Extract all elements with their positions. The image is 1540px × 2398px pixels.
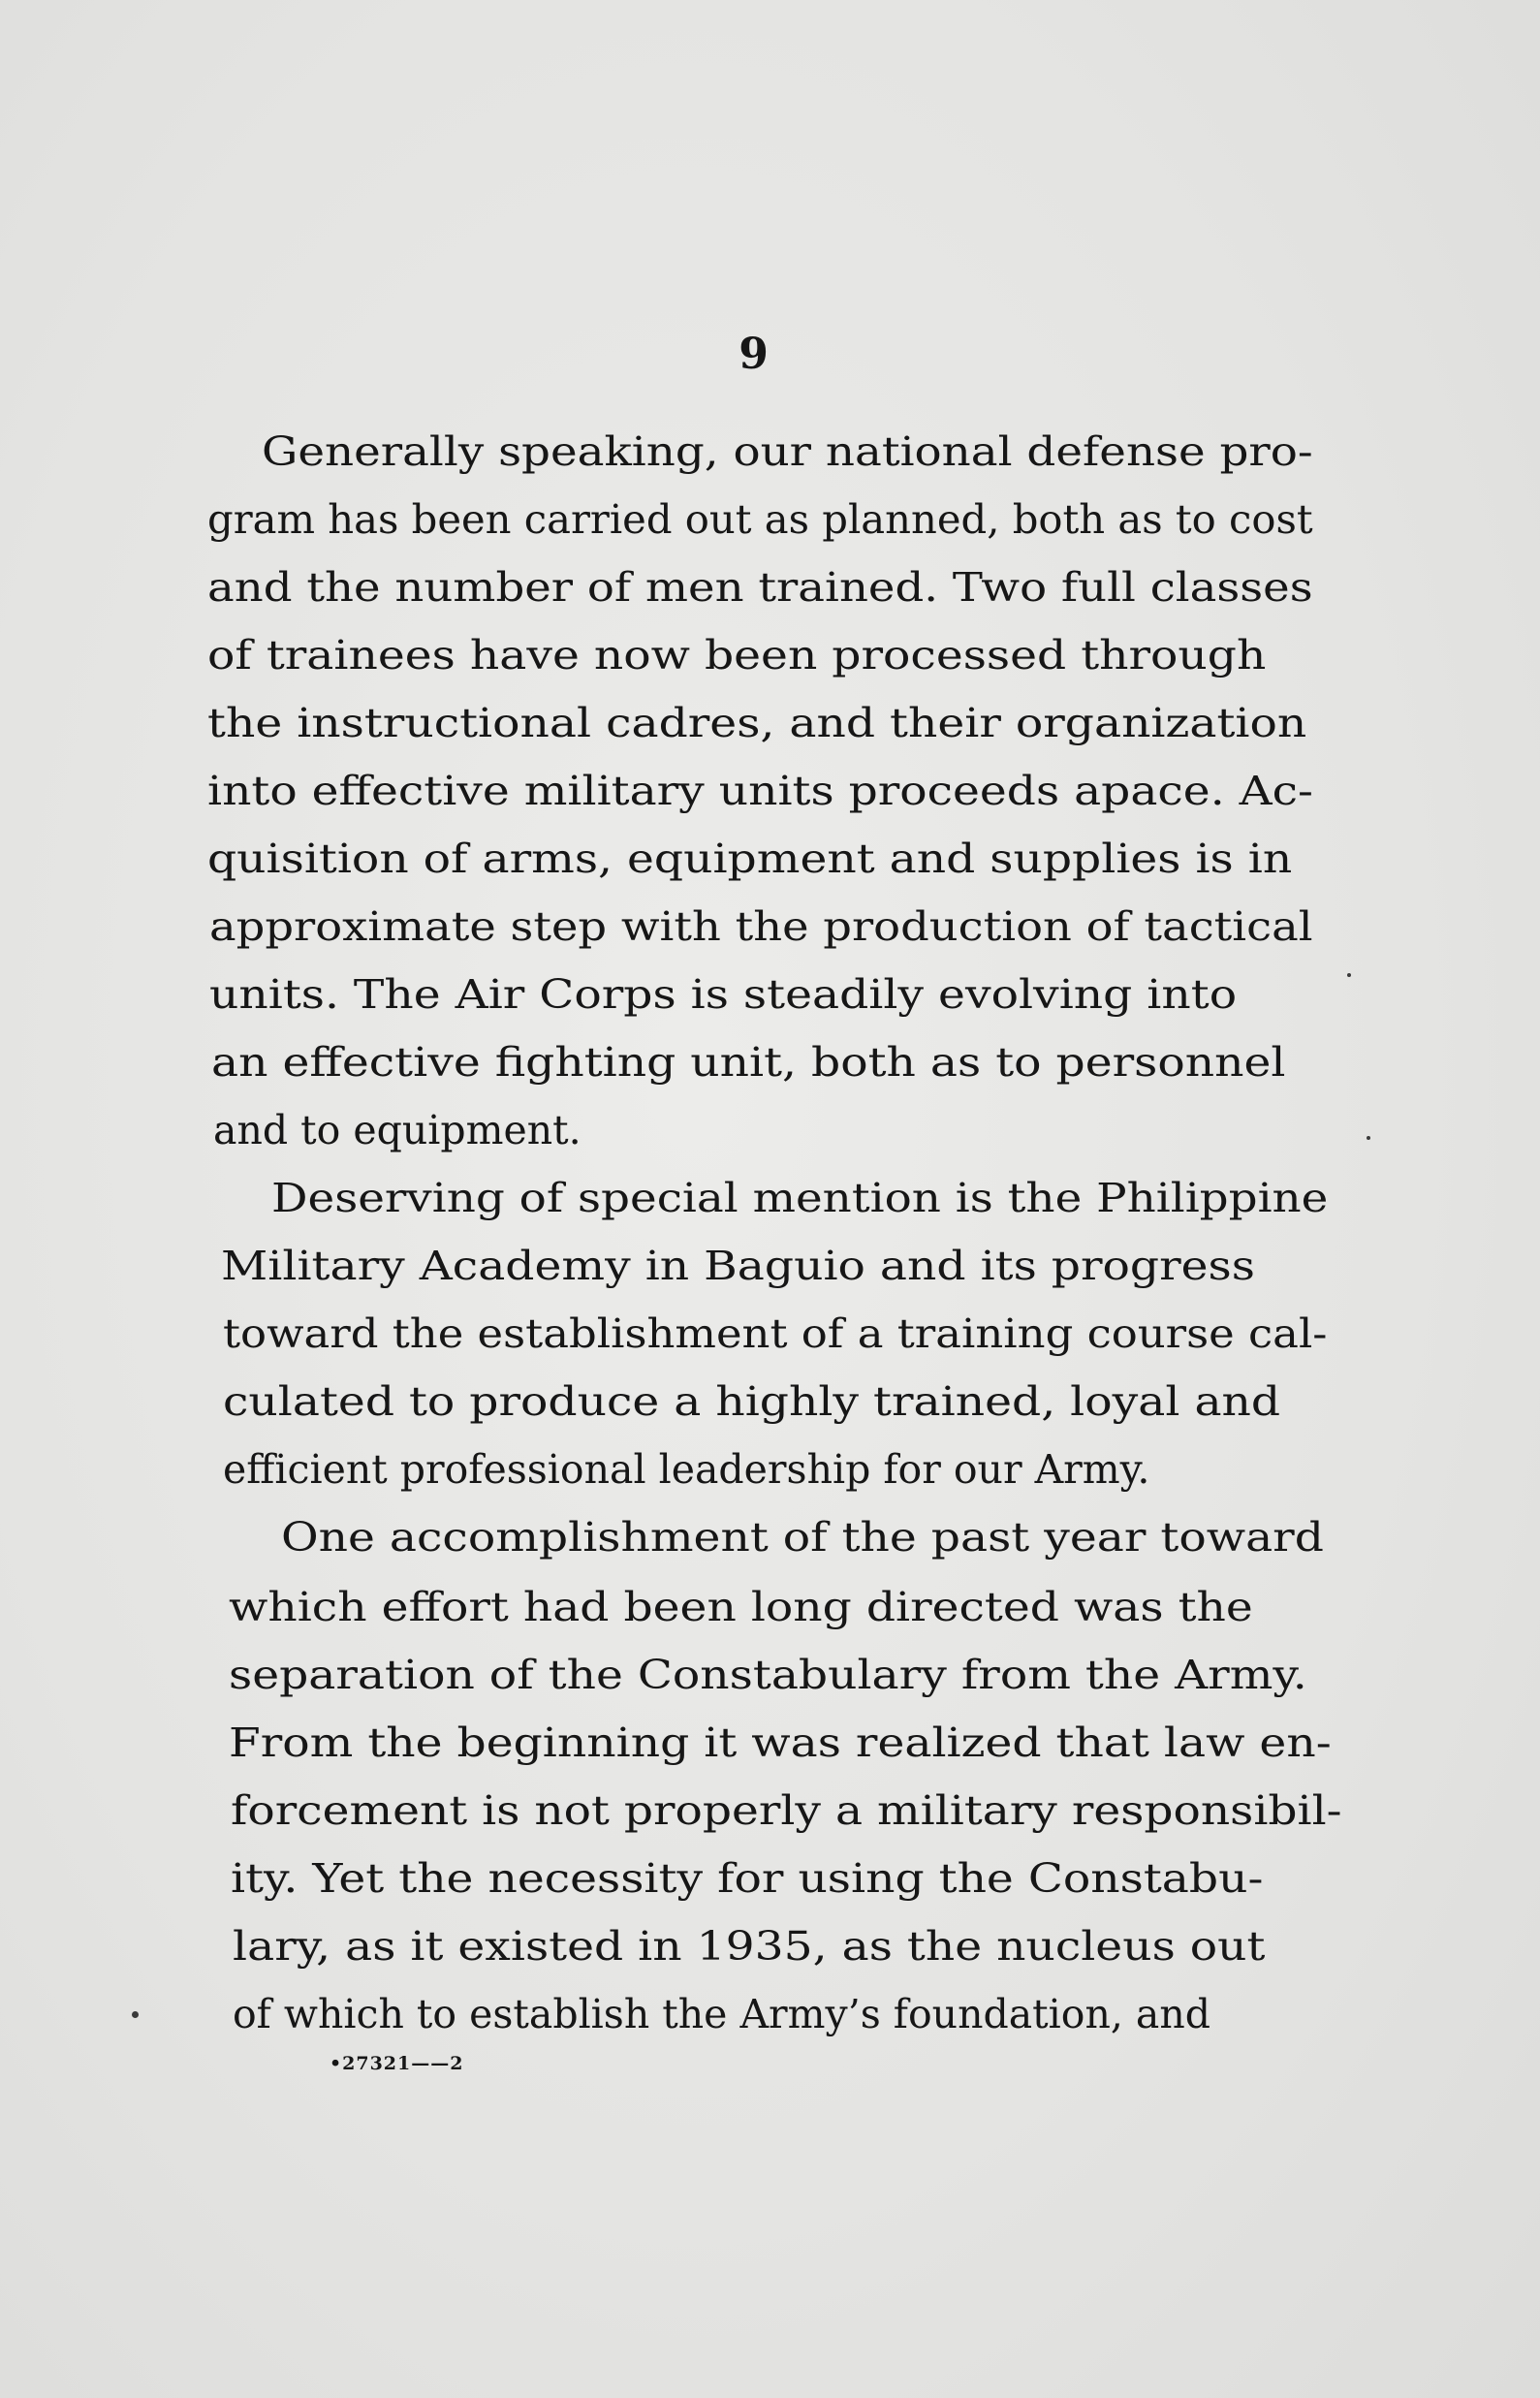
signature-code: •27321——2 <box>330 2053 464 2074</box>
text-line: which effort had been long directed was the <box>229 1584 1253 1630</box>
text-line: units. The Air Corps is steadily evolving into <box>209 971 1238 1018</box>
text-line: toward the establishment of a training course cal- <box>223 1310 1328 1357</box>
text-line: quisition of arms, equipment and supplies is in <box>207 836 1293 882</box>
text-line: of which to establish the Army’s foundation, and <box>233 1991 1211 2037</box>
text-line: Military Academy in Baguio and its progress <box>221 1243 1255 1289</box>
text-line: separation of the Constabulary from the Army. <box>229 1652 1307 1698</box>
scan-speck <box>132 2011 139 2018</box>
scan-speck <box>1367 1136 1370 1140</box>
text-line: the instructional cadres, and their organization <box>207 700 1307 746</box>
text-line: and the number of men trained. Two full classes <box>207 564 1313 611</box>
text-line: gram has been carried out as planned, both as to cost <box>207 496 1313 543</box>
text-line: and to equipment. <box>213 1107 581 1153</box>
text-line: ity. Yet the necessity for using the Constabu- <box>231 1855 1264 1902</box>
text-line: One accomplishment of the past year toward <box>281 1514 1324 1561</box>
text-line: Deserving of special mention is the Philippine <box>271 1175 1329 1221</box>
text-line: lary, as it existed in 1935, as the nucleus out <box>233 1923 1266 1970</box>
text-line: approximate step with the production of tactical <box>209 903 1313 950</box>
text-line: an effective fighting unit, both as to personnel <box>211 1039 1286 1086</box>
text-line: Generally speaking, our national defense pro- <box>262 428 1313 475</box>
text-line: From the beginning it was realized that law en- <box>229 1720 1332 1766</box>
text-line: culated to produce a highly trained, loyal and <box>223 1378 1281 1425</box>
text-line: forcement is not properly a military responsibil- <box>231 1787 1342 1834</box>
page-number: 9 <box>739 330 769 379</box>
text-line: of trainees have now been processed through <box>207 632 1267 678</box>
text-line: efficient professional leadership for our Army. <box>223 1446 1150 1493</box>
text-line: into effective military units proceeds apace. Ac- <box>207 768 1313 814</box>
scan-speck <box>1347 973 1351 977</box>
